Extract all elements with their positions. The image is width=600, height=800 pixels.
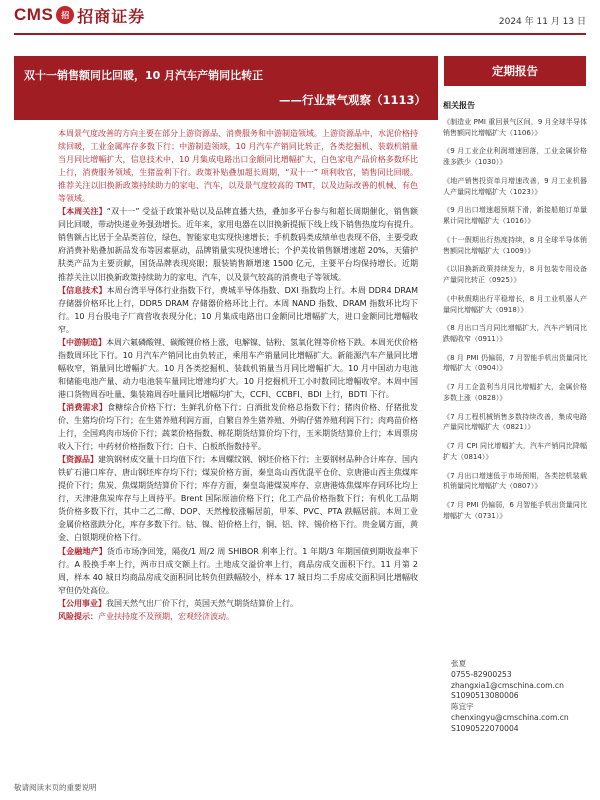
analyst-contacts — [451, 659, 587, 735]
related-report-link[interactable]: 《 制造业 PMI 重回景气区间，9 月全球半导体销售额同比增幅扩大（1106） 》 — [443, 117, 587, 138]
section-tag: 【中游制造】 — [58, 337, 106, 347]
related-report-link[interactable]: 《 7 月 CPI 同比增幅扩大，汽车产销同比降幅扩大（0814） 》 — [443, 441, 587, 462]
contact-line: chenxingyu@cmschina.com.cn — [451, 712, 569, 722]
report-section — [58, 284, 418, 336]
logo-badge-icon — [56, 6, 74, 24]
report-title: 双十一销售额同比回暖，10 月汽车产销同比转正 — [24, 69, 264, 82]
footer-disclaimer: 敬请阅读末页的重要说明 — [14, 783, 97, 792]
section-tag: 【资源品】 — [58, 455, 98, 465]
report-section — [58, 205, 418, 283]
contact-line: S1090513080006 — [451, 691, 519, 701]
risk-label: 风险提示： — [58, 611, 98, 621]
related-report-link[interactable]: 《 中秋假期出行平稳增长，8 月工业机器人产量同比增幅扩大（0918） 》 — [443, 294, 587, 315]
cms-logo — [14, 4, 145, 26]
section-list — [58, 205, 418, 609]
related-reports-list — [443, 117, 587, 521]
section-text: 货币市场净回笼，隔夜/1 周/2 周 SHIBOR 利率上行。1 年期/3 年期国债到期收益率下行。A 股换手率上行，两市日成交额上行。土地成交溢价率上行，商品房成交面积下行。11 月第 2 周，样本 40 城日均商品房成交面积同比转负但跌幅较小，样本 17 城日均二手房成交面积同比增幅收窄但仍处高位。 — [58, 546, 419, 595]
related-report-link[interactable]: 《 9 月出口增速超预期下滑，新接船舶订单量累计同比增幅扩大（1016） 》 — [443, 205, 587, 226]
logo-badge-mark: 招 — [61, 10, 70, 20]
related-report-link[interactable]: 《 7 月 PMI 仍偏弱，6 月智能手机出货量同比增幅扩大（0731） 》 — [443, 500, 587, 521]
related-report-link[interactable]: 《 7 月工程机械销售多数持续改善，集成电路产量同比增幅扩大（0821） 》 — [443, 412, 587, 433]
contact-line: 张夏 — [451, 659, 467, 668]
section-tag: 【金融地产】 — [58, 546, 107, 556]
header-divider — [14, 33, 586, 35]
report-section — [58, 336, 418, 401]
related-report-link[interactable]: 《 7 月工企盈利当月同比增幅扩大，金属价格多数上涨（0828） 》 — [443, 382, 587, 403]
contact-line: S1090522070004 — [451, 723, 519, 733]
section-tag: 【信息技术】 — [58, 285, 107, 295]
related-report-link[interactable]: 《 十一假期出行热度持续，8 月全球半导体销售额同比增幅扩大（1009） 》 — [443, 235, 587, 256]
summary-paragraph: 本周景气度改善的方向主要在部分上游资源品、消费服务和中游制造领域。上游资源品中，水泥价格持续回暖，工业金属库存多数下行；中游制造领域，10 月汽车产销同比转正，各类挖掘机、装载机销量当月同比增幅扩大，信息技术中，10 月集成电路出口金额同比增幅扩大，白色家电产品价格多数环比上行，消费服务领域，生猪盈利下行。政策补贴叠加超长周期，“双十一” 项利收官，销售同比回暖。推荐关注以旧换新政策持续助力的家电、汽车，以及景气度较高的 TMT，以及边际改善的机械、有色等领域。 — [58, 129, 418, 204]
logo-cn-text: 招商证券 — [77, 6, 146, 26]
related-report-link[interactable]: 《 9 月工业企业利润增速回落，工业金属价格涨多跌少（1030） 》 — [443, 146, 587, 167]
report-section — [58, 401, 418, 453]
section-text: 本周台湾半导体行业指数下行，费城半导体指数、DXI 指数均上行。本周 DDR4 DRAM 存储器价格环比上行，DDR5 DRAM 存储器价格环比上行。本周 NAND 指数、DRAM 指数环比均下行。10 月台股电子厂商营收表现分化；10 月集成电路出口金额同比增幅扩大，进口金额同比增幅收窄。 — [58, 285, 418, 334]
related-report-link[interactable]: 《 8 月 PMI 仍偏弱，7 月智能手机出货量同比增幅扩大（0904） 》 — [443, 353, 587, 374]
section-text: 食糖综合价格下行；生鲜乳价格下行；白酒批发价格总指数下行；猪肉价格、仔猪批发价、生猪均价均下行；在生猪养殖利润方面，自繁自养生猪养殖、外购仔猪养殖利润下行；肉鸡苗价格上行，全国鸡肉市场价下行；蔬菜价格指数、棉花期货结算价均下行，玉米期货结算价上行；本周票房收入下行；中药材价格指数下行；白卡、白板纸指数持平。 — [58, 402, 419, 452]
section-tag: 【本周关注】 — [58, 207, 107, 217]
report-subtitle: ——行业景气观察（1113） — [278, 93, 426, 107]
section-tag: 【消费需求】 — [58, 402, 108, 412]
report-type-badge: 定期报告 — [444, 56, 586, 86]
report-section — [58, 597, 418, 610]
title-banner — [14, 56, 438, 120]
section-text: 本周六氟磷酸锂、碳酸锂价格上涨，电解镍、钴粉、氢氧化锂等价格下跌。本周光伏价格指数周环比下行。10 月汽车产销同比由负转正，乘用车产销量同比增幅扩大。新能源汽车产量同比增幅收窄，销量同比增幅扩大。10 月各类挖掘机、装载机销量当月同比增幅扩大。10 月中国动力电池和储能电池产量、动力电池装车量同比增速均扩大。10 月挖掘机开工小时数同比增幅收窄。本周中国港口货物周吞吐量、集装箱周吞吐量同比增幅均扩大，CCFI、CCBFI、BDI 上行，BDTI 下行。 — [58, 337, 418, 399]
section-text: “双十一” 受益于政策补贴以及品牌直播大热，叠加多平台参与和超长周期催化，销售额同比回暖，带动快递业务强劲增长。近年来，家用电器在以旧换新提振下线上线下销售热度均有提升。销售额占比居于全品类首位，绿色、智能家电实现快速增长；手机数码类成绩单也表现不俗，主要受政府消费补贴叠加新品发布等因素驱动，品牌销量实现快速增长；个护美妆销售额增速超 20%，天猫护肤类产品为主要贡献，国货品牌表现亮眼；服装销售额增速 1500 亿元，主要平台均保持增长。近期推荐关注以旧换新政策持续助力的家电、汽车，以及景气较高的消费电子等领域。 — [58, 207, 419, 282]
related-report-link[interactable]: 《 7 月出口增速低于市场预期，各类挖机装载机销量同比增幅扩大（0807） 》 — [443, 471, 587, 492]
logo-cms-text: CMS — [14, 5, 54, 24]
related-report-link[interactable]: 《 地产销售投资单月增速改善，9 月工业机器人产量同比增幅扩大（1023） 》 — [443, 176, 587, 197]
report-section — [58, 545, 418, 597]
related-reports-panel — [443, 100, 587, 530]
risk-text: 产业扶持度不及预期，宏观经济波动。 — [98, 611, 234, 621]
contact-line: 0755-82900253 — [451, 669, 512, 679]
report-section — [58, 453, 418, 544]
contact-line: 陈宜宇 — [451, 702, 474, 712]
section-tag: 【公用事业】 — [58, 598, 106, 608]
related-report-link[interactable]: 《 8 月出口当月同比增幅扩大，汽车产销同比跌幅收窄（0911） 》 — [443, 323, 587, 344]
section-text: 建筑钢材成交量十日均值下行；本周螺纹钢、钢坯价格下行；主要钢材品种合计库存、国内铁矿石港口库存、唐山钢坯库存均下行；煤炭价格方面，秦皇岛山西优混平仓价、京唐港山西主焦煤库提价下行；焦炭、焦煤期货结算价下行；库存方面，秦皇岛港煤炭库存、京唐港炼焦煤库存同环比均上行，天津港焦炭库存与上周持平。Brent 国际原油价格下行；化工产品价格指数下行；有机化工品期货价格多数下行，其中二乙二醇、DOP、天然橡胶涨幅居前，甲苯、PVC、PTA 跌幅居前。本周工业金属价格涨跌分化，库存多数下行。钴、镍、铅价格上行，铜、铝、锌、锡价格下行。贵金属方面，黄金、白银期现价格下行。 — [58, 455, 418, 543]
report-body — [58, 127, 418, 623]
report-date: 2024 年 11 月 13 日 — [498, 17, 586, 27]
contact-line: zhangxia1@cmschina.com.cn — [451, 680, 564, 690]
related-report-link[interactable]: 《 以旧换新政策持续发力，8 月包装专用设备产量同比转正（0925） 》 — [443, 264, 587, 285]
risk-warning — [58, 610, 418, 623]
section-text: 我国天然气出厂价下行，英国天然气期货结算价上行。 — [106, 598, 298, 608]
related-reports-heading: 相关报告 — [443, 101, 475, 110]
